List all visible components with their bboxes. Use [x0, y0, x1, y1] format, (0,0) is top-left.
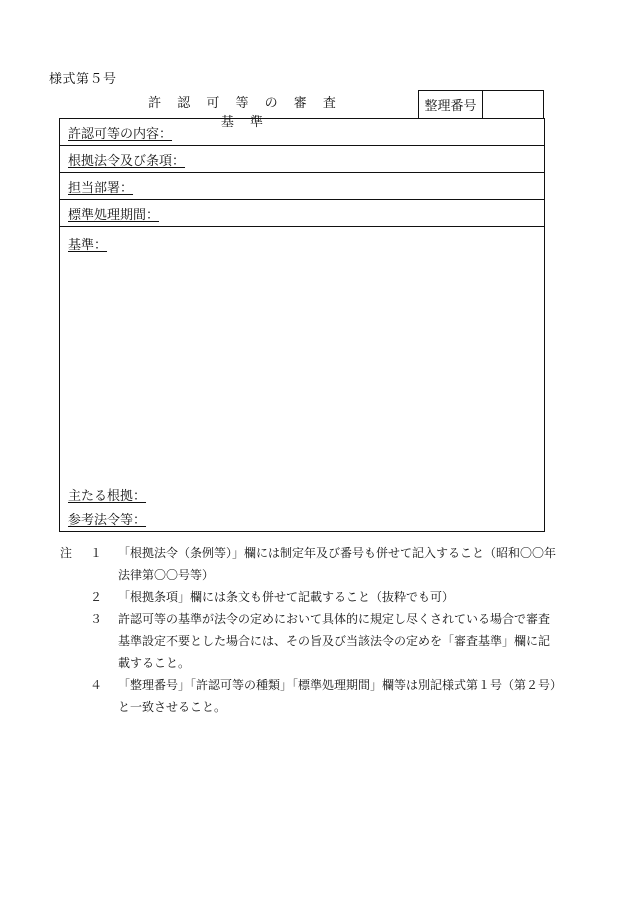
department-label: 担当部署： [68, 180, 134, 196]
note-number: ３ [90, 612, 103, 626]
criteria-label: 基準： [68, 238, 108, 253]
processing-period-row[interactable] [60, 200, 544, 227]
legal-basis-label: 根拠法令及び条項： [68, 153, 186, 169]
note-text: 「根拠法令（条例等）」欄には制定年及び番号も併せて記入すること（昭和〇〇年法律第〇〇号等） [118, 546, 557, 582]
criteria-form-table [59, 118, 545, 532]
note-number: １ [90, 546, 103, 560]
note-number: ４ [90, 678, 103, 692]
note-text: 「根拠条項」欄には条文も併せて記載すること（抜粋でも可） [118, 590, 455, 604]
form-number: 様式第５号 [49, 72, 117, 87]
note-text: 「整理番号」「許認可等の種類」「標準処理期間」欄等は別記様式第１号（第２号）と一致させること。 [118, 678, 557, 714]
reference-number-label: 整理番号 [419, 91, 483, 118]
main-basis-label: 主たる根拠： [68, 489, 147, 504]
note-item [60, 608, 560, 674]
note-number: ２ [90, 590, 103, 604]
processing-period-label: 標準処理期間： [68, 207, 160, 223]
department-row[interactable] [60, 173, 544, 200]
legal-basis-row[interactable] [60, 146, 544, 173]
note-item [60, 674, 560, 718]
reference-number-value[interactable] [483, 91, 543, 118]
permit-content-row[interactable] [60, 119, 544, 146]
notes-prefix: 注 [60, 546, 73, 560]
page-title: 許 認 可 等 の 審 査 基 準 [148, 96, 342, 130]
note-item [60, 542, 560, 586]
reference-number-box [418, 90, 544, 118]
note-text: 許認可等の基準が法令の定めにおいて具体的に規定し尽くされている場合で審査基準設定不要とした場合には、その旨及び当該法令の定めを「審査基準」欄に記載すること。 [118, 612, 551, 670]
criteria-area[interactable] [60, 227, 544, 531]
reference-laws-label: 参考法令等： [68, 513, 147, 528]
permit-content-label: 許認可等の内容： [68, 126, 173, 142]
note-item [60, 586, 560, 608]
notes-section [60, 542, 560, 718]
